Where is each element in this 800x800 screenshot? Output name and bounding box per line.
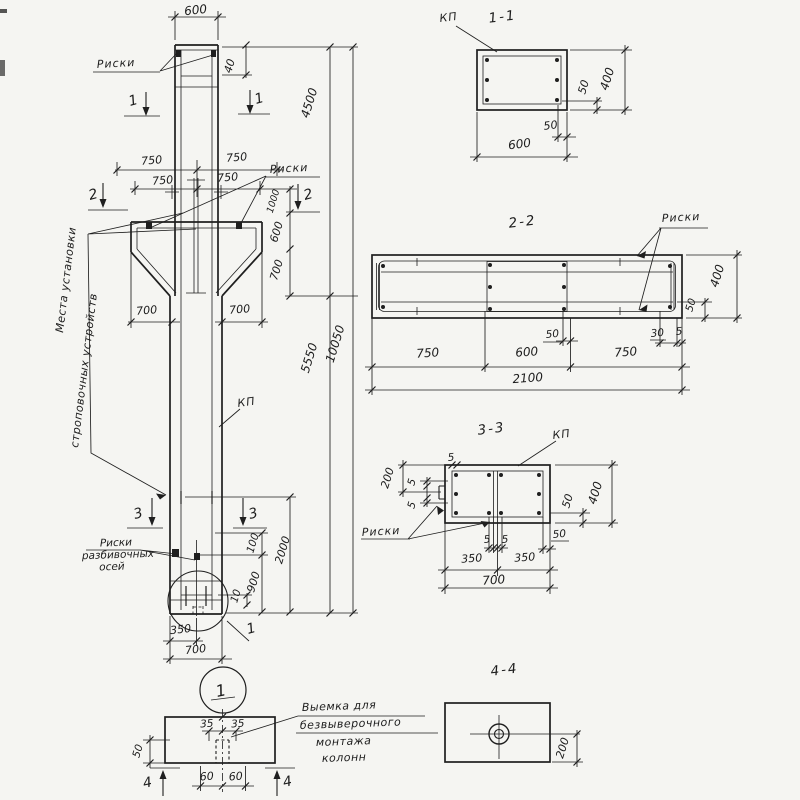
note-line2: безвыверочного [299, 715, 402, 732]
label-kp: КП [438, 9, 459, 25]
label-riski-axes-1: Риски [99, 536, 133, 550]
detail-circle-label: 1 [213, 680, 228, 701]
rebar-dots [485, 58, 559, 102]
dim-700: 700 [481, 572, 506, 588]
dim-5-top: 5 [447, 451, 455, 464]
dim-lines [456, 26, 632, 162]
scan-artifact [0, 9, 7, 13]
dim-750-outer-left: 750 [140, 153, 163, 168]
dim-overhang-left: 700 [135, 303, 158, 318]
dim-350: 350 [169, 621, 192, 638]
dim-head-700: 700 [267, 258, 286, 282]
label-riski-axes-2: разбивочных [81, 547, 155, 563]
dim-200: 200 [378, 466, 397, 490]
dim-ticks [369, 252, 741, 394]
section-arrow-stems [163, 769, 277, 796]
section-outline [445, 703, 550, 762]
dim-600: 600 [514, 344, 539, 360]
dim-400: 400 [585, 479, 606, 506]
dim-60-left: 60 [199, 769, 215, 784]
dim-lines [361, 441, 618, 594]
dim-top-width: 600 [183, 1, 208, 19]
section-arrow-stems [103, 90, 298, 524]
dim-2100: 2100 [511, 369, 544, 387]
detail-outline [165, 717, 275, 763]
dim-50-side: 50 [559, 492, 576, 510]
section-title: 4-4 [489, 660, 520, 680]
dim-10: 10 [228, 587, 244, 605]
long-bars [377, 258, 675, 315]
section-2-2 [365, 210, 742, 395]
rebar-dots [381, 263, 672, 311]
label-riski: Риски [661, 209, 701, 225]
section-3-3 [361, 419, 618, 594]
dim-5-a: 5 [405, 477, 419, 488]
label-kp: КП [551, 426, 572, 442]
front-dim-ticks [114, 14, 357, 663]
dim-60-right: 60 [228, 769, 244, 784]
dim-750-inner-left: 750 [151, 173, 174, 188]
dim-50: 50 [130, 742, 146, 760]
dim-600: 600 [507, 135, 532, 153]
section-outline [372, 255, 682, 318]
leader-arrows [637, 251, 648, 312]
dim-50-side: 50 [683, 296, 699, 314]
risk-mark [146, 222, 152, 229]
dim-base-700: 700 [184, 641, 207, 658]
dim-100: 100 [244, 531, 262, 555]
note-line3: монтажа [315, 734, 372, 749]
rebar-loop [379, 261, 676, 312]
stirrup [483, 56, 561, 104]
note-line4: колонн [321, 750, 367, 765]
detail-1 [130, 698, 438, 796]
section-mark-1-right: 1 [252, 90, 266, 108]
dim-350-left: 350 [460, 551, 483, 566]
mid-bars [494, 471, 498, 517]
dim-750-left: 750 [415, 345, 440, 361]
dim-900: 900 [244, 570, 263, 594]
dim-5-c: 5 [483, 533, 491, 546]
column-outline [131, 45, 262, 614]
dim-50-corner: 50 [552, 527, 567, 541]
dim-50-side: 50 [575, 78, 592, 96]
dim-4500: 4500 [298, 86, 321, 120]
front-elevation [53, 2, 358, 713]
label-riski-top: Риски [96, 55, 136, 71]
label-kp: КП [236, 394, 257, 410]
section-title: 1-1 [487, 7, 518, 27]
detail-callout-circle [168, 571, 228, 631]
dim-10050: 10050 [322, 323, 348, 365]
note-line1: Выемка для [301, 698, 377, 714]
section-4-4 [445, 660, 583, 767]
section-outline [477, 50, 567, 110]
section-mark-3-right: 3 [246, 505, 260, 523]
label-mesta-line2: строповочных устройств [68, 292, 100, 449]
dim-top-offset: 40 [221, 57, 238, 75]
section-mark-4-right: 4 [281, 773, 294, 791]
dim-5: 5 [675, 325, 683, 338]
left-embed [439, 486, 445, 499]
dim-5-b: 5 [405, 500, 419, 511]
dim-head-600: 600 [267, 220, 286, 244]
dim-200: 200 [553, 736, 572, 760]
section-1-1 [439, 7, 632, 162]
section-mark-1-left: 1 [126, 92, 140, 110]
risk-mark [194, 553, 200, 560]
scan-artifact [0, 60, 5, 76]
dim-35-right: 35 [230, 717, 245, 731]
dim-1000: 1000 [264, 188, 283, 215]
dim-ticks [474, 47, 629, 161]
dim-5550: 5550 [298, 341, 321, 375]
dim-35-left: 35 [199, 717, 214, 731]
section-title: 3-3 [476, 419, 507, 439]
stirrup [487, 262, 567, 312]
dim-750-right: 750 [613, 344, 638, 360]
label-riski-mid: Риски [269, 160, 309, 176]
dim-50: 50 [545, 327, 560, 341]
dim-400: 400 [707, 262, 728, 289]
detail-ref-label: 1 [244, 620, 258, 638]
label-riski-axes-3: осей [98, 560, 125, 574]
section-mark-2-right: 2 [301, 186, 315, 204]
dim-350-right: 350 [513, 550, 536, 565]
label-mesta-line1: Места установки [53, 226, 79, 334]
dim-750-outer-right: 750 [225, 150, 248, 165]
corbel-inner-outline [137, 228, 256, 293]
label-riski: Риски [361, 523, 401, 539]
section-title: 2-2 [507, 212, 538, 232]
dim-overhang-right: 700 [228, 302, 251, 317]
embed-mark [211, 50, 216, 57]
section-arrow-heads [160, 770, 281, 779]
dim-50-bottom: 50 [542, 118, 559, 133]
dim-2000: 2000 [272, 534, 293, 566]
dim-30: 30 [650, 326, 665, 340]
section-mark-2-left: 2 [86, 186, 100, 204]
dim-5-d: 5 [501, 533, 509, 546]
base-notch-dashed [193, 606, 203, 614]
dim-750-inner-right: 750 [216, 170, 239, 185]
section-mark-4-left: 4 [141, 774, 154, 792]
section-mark-3-left: 3 [131, 505, 145, 523]
dim-400: 400 [597, 65, 618, 92]
